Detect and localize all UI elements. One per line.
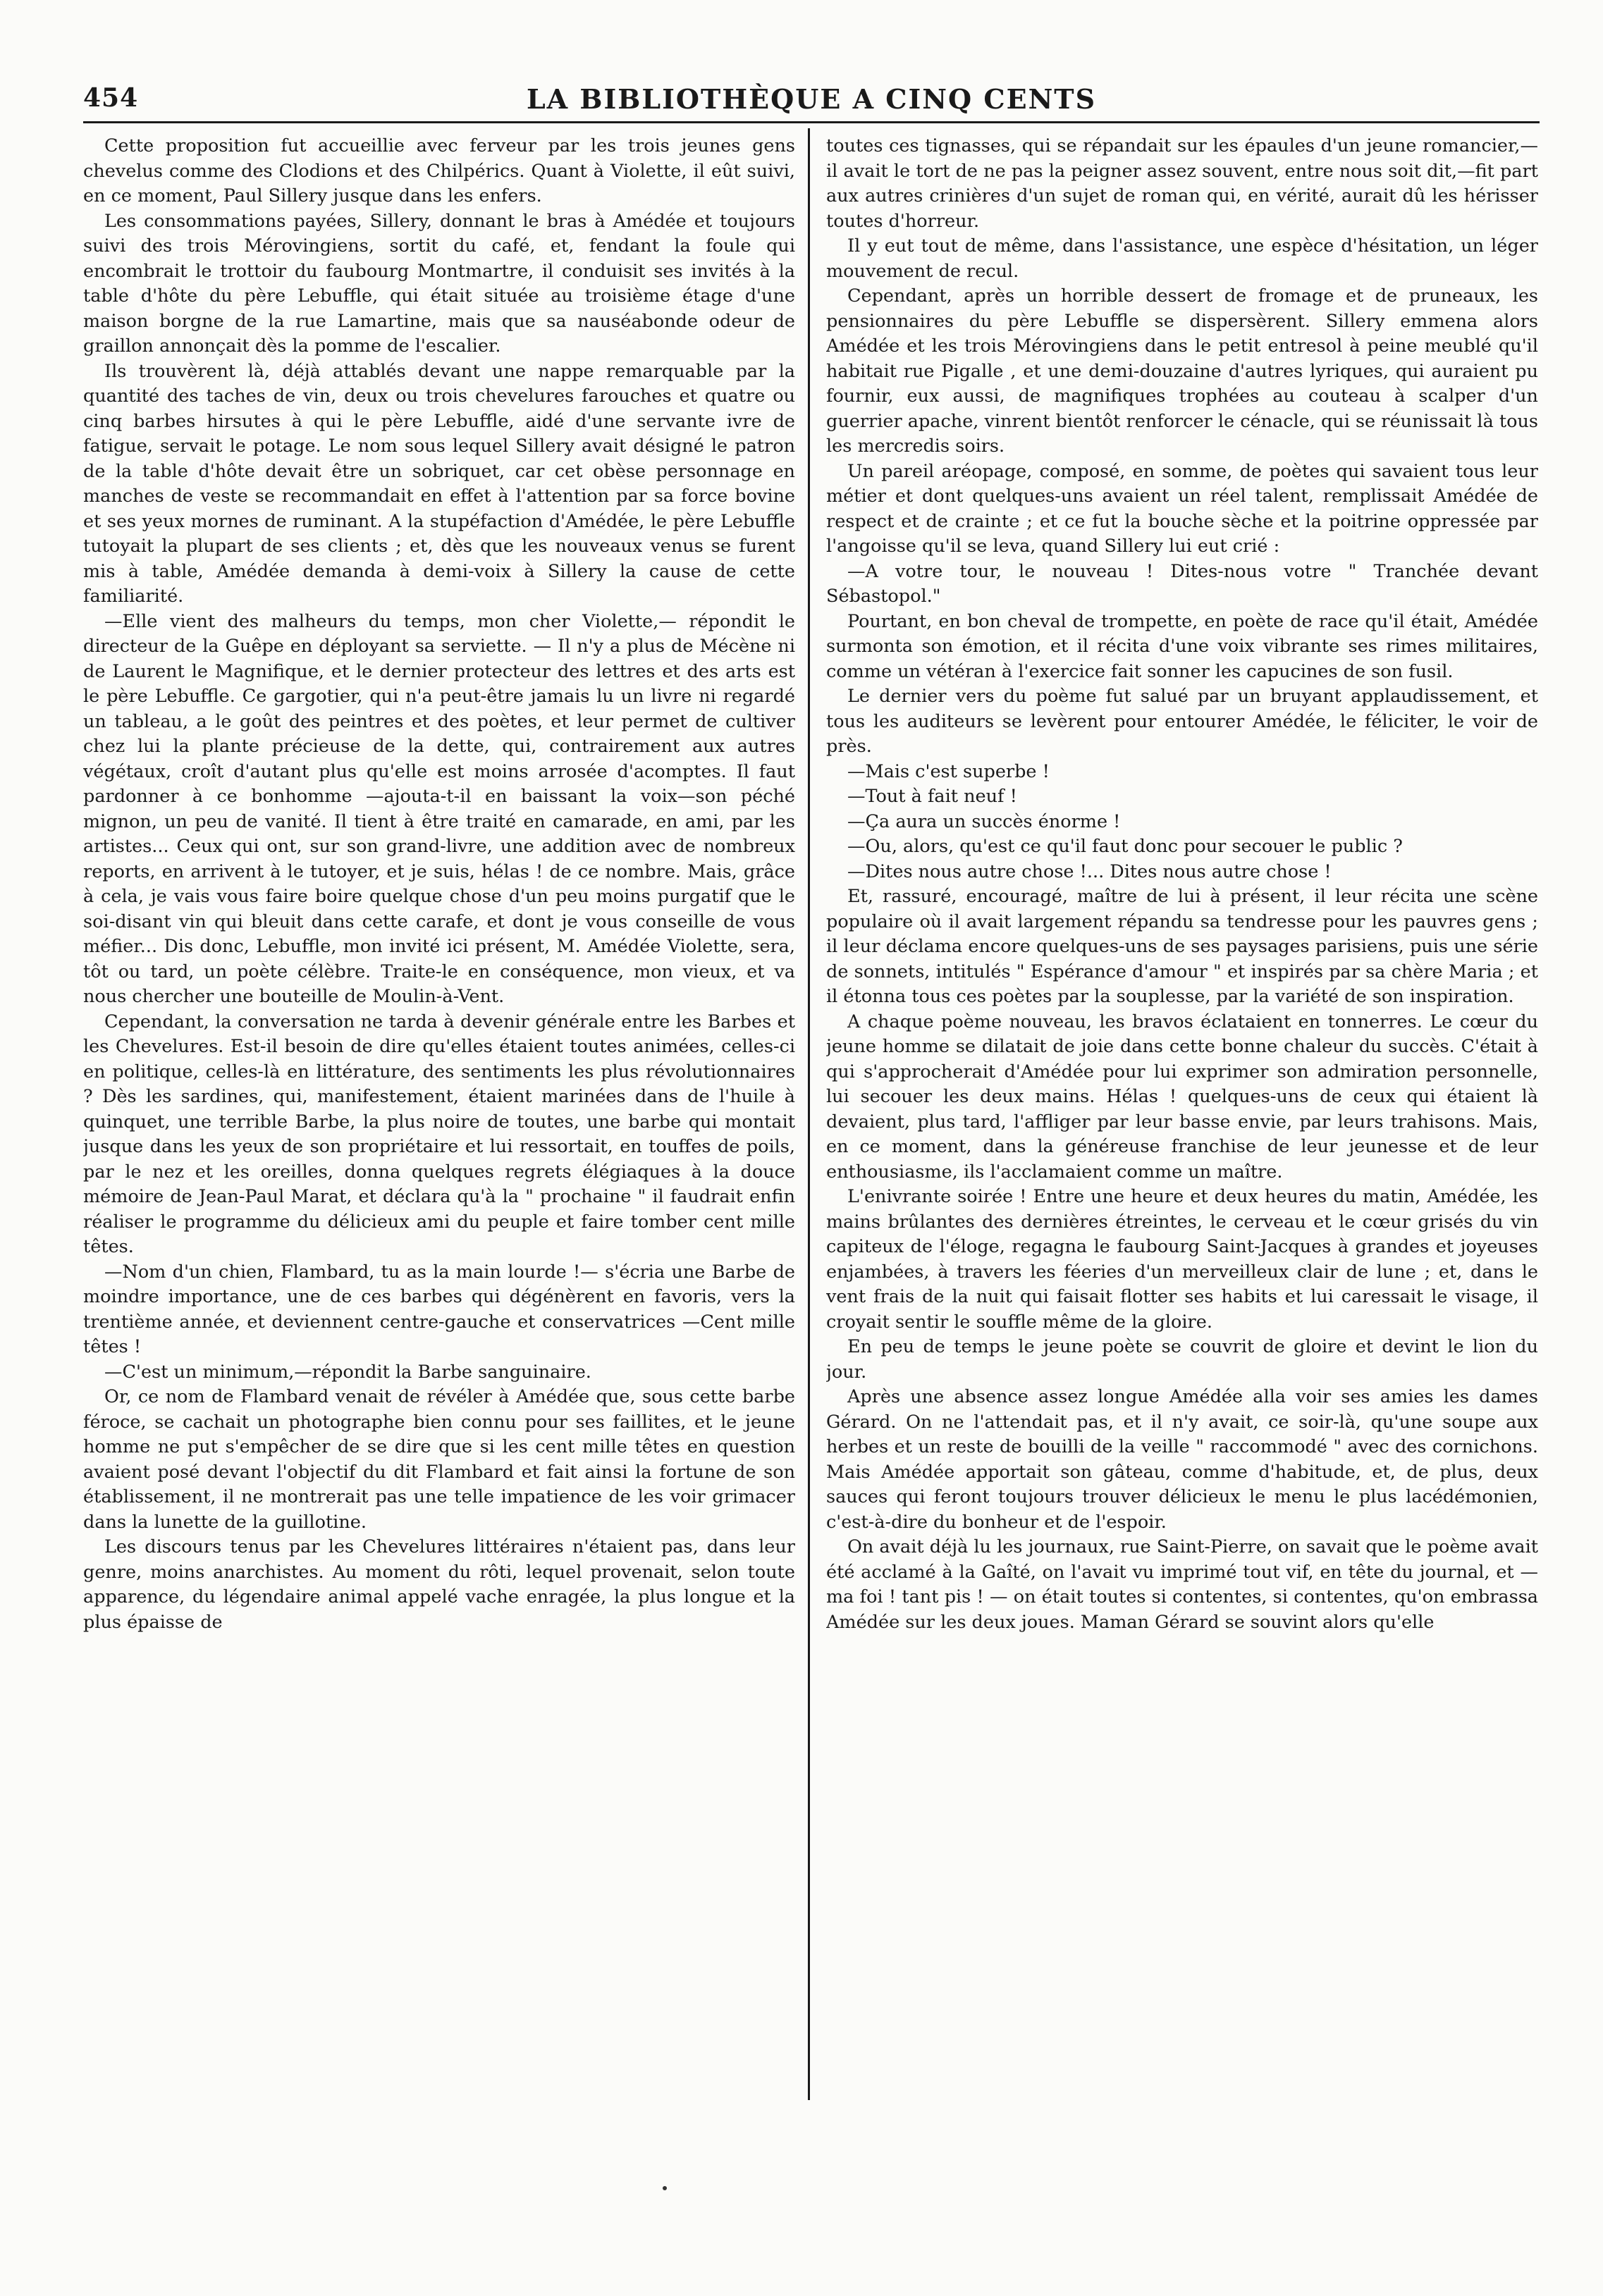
paragraph: Cependant, la conversation ne tarda à devenir générale entre les Barbes et les Chevelures. Est-il besoin de dire qu'elles étaient toutes animées, celles-ci en politique, celles-là en littérature, des sentiments les plus révolutionnaires ? Dès les sardines, qui, manifestement, étaient marinées dans de l'huile à quinquet, une terrible Barbe, la plus noire de toutes, une barbe qui montait jusque dans les yeux de son propriétaire et lui ressortait, en touffes de poils, par le nez et les oreilles, donna quelques regrets élégiaques à la douce mémoire de Jean-Paul Marat, et déclara qu'à la " prochaine " il faudrait enfin réaliser le programme du délicieux ami du peuple et faire tomber cent mille têtes.	[83, 1011, 795, 1257]
paragraph: Et, rassuré, encouragé, maître de lui à présent, il leur récita une scène populaire où il avait largement répandu sa tendresse pour les pauvres gens ; il leur déclama encore quelques-uns de ses paysages parisiens, puis une série de sonnets, intitulés " Espérance d'amour " et inspirés par sa chère Maria ; et il étonna tous ces poètes par la souplesse, par la variété de son inspiration.	[826, 886, 1538, 1007]
page-number: 454	[83, 83, 139, 113]
paragraph: Pourtant, en bon cheval de trompette, en poète de race qu'il était, Amédée surmonta son émotion, et il récita d'une voix vibrante ses rimes militaires, comme un vétéran à l'exercice fait sonner les capucines de son fusil.	[826, 610, 1538, 682]
left-column	[83, 134, 795, 2100]
paragraph: On avait déjà lu les journaux, rue Saint-Pierre, on savait que le poème avait été acclamé à la Gaîté, on l'avait vu imprimé tout vif, en tête du journal, et — ma foi ! tant pis ! — on était toutes si contentes, si contentes, qu'on embrassa Amédée sur les deux joues. Maman Gérard se souvint alors qu'elle	[826, 1536, 1538, 1633]
paragraph: En peu de temps le jeune poète se couvrit de gloire et devint le lion du jour.	[826, 1336, 1538, 1383]
column-divider	[808, 128, 810, 2100]
paragraph: Un pareil aréopage, composé, en somme, de poètes qui savaient tous leur métier et dont quelques-uns avaient un réel talent, remplissait Amédée de respect et de crainte ; et ce fut la bouche sèche et la poitrine oppressée par l'angoisse qu'il se leva, quand Sillery lui eut crié :	[826, 460, 1538, 557]
paragraph: Les consommations payées, Sillery, donnant le bras à Amédée et toujours suivi des trois Mérovingiens, sortit du café, et, fendant la foule qui encombrait le trottoir du faubourg Montmartre, il conduisit ses invités à la table d'hôte du père Lebuffle, qui était située au troisième étage d'une maison borgne de la rue Lamartine, mais que sa nauséabonde odeur de graillon annonçait dès la pomme de l'escalier.	[83, 210, 795, 357]
dialogue-line: —Ça aura un succès énorme !	[847, 810, 1121, 832]
print-speck	[663, 2186, 667, 2190]
paragraph: Après une absence assez longue Amédée alla voir ses amies les dames Gérard. On ne l'attendait pas, et il n'y avait, ce soir-là, qu'une soupe aux herbes et un reste de bouilli de la veille " raccommodé " avec des cornichons. Mais Amédée apportait son gâteau, comme d'habitude, et, de plus, deux sauces qui feront toujours trouver délicieux le menu le plus lacédémonien, c'est-à-dire du bonheur et de l'espoir.	[826, 1386, 1538, 1533]
right-column	[826, 134, 1538, 2100]
paragraph: Ils trouvèrent là, déjà attablés devant une nappe remarquable par la quantité des taches de vin, deux ou trois chevelures farouches et quatre ou cinq barbes hirsutes à qui le père Lebuffle, aidé d'une servante ivre de fatigue, servait le potage. Le nom sous lequel Sillery avait désigné le patron de la table d'hôte devait être un sobriquet, car cet obèse personnage en manches de veste se recommandait en effet à l'attention par sa force bovine et ses yeux mornes de ruminant. A la stupéfaction d'Amédée, le père Lebuffle tutoyait la plupart de ses clients ; et, dès que les nouveaux venus se furent mis à table, Amédée demanda à demi-voix à Sillery la cause de cette familiarité.	[83, 360, 795, 607]
dialogue-line: —Mais c'est superbe !	[847, 760, 1050, 782]
dialogue-line: —Dites nous autre chose !... Dites nous autre chose !	[847, 860, 1332, 882]
paragraph: Le dernier vers du poème fut salué par un bruyant applaudissement, et tous les auditeurs se levèrent pour entourer Amédée, le féliciter, le voir de près.	[826, 686, 1538, 757]
paragraph: —Elle vient des malheurs du temps, mon cher Violette,— répondit le directeur de la Guêpe en déployant sa serviette. — Il n'y a plus de Mécène ni de Laurent le Magnifique, et le dernier protecteur des lettres et des arts est le père Lebuffle. Ce gargotier, qui n'a peut-être jamais lu un livre ni regardé un tableau, a le goût des peintres et des poètes, et leur permet de cultiver chez lui la plante précieuse de la dette, qui, contrairement aux autres végétaux, croît d'autant plus qu'elle est moins arrosée d'acomptes. Il faut pardonner à ce bonhomme —ajouta-t-il en baissant la voix—son péché mignon, un peu de vanité. Il tient à être traité en camarade, en ami, par les artistes... Ceux qui ont, sur son grand-livre, une addition avec de nombreux reports, en arrivent à le tutoyer, et je suis, hélas ! de ce nombre. Mais, grâce à cela, je vais vous faire boire quelque chose d'un peu moins purgatif que le soi-disant vin qui bleuit dans cette carafe, et dont je vous conseille de vous méfier... Dis donc, Lebuffle, mon invité ici présent, M. Amédée Violette, sera, tôt ou tard, un poète célèbre. Traite-le en conséquence, mon vieux, et va nous chercher une bouteille de Moulin-à-Vent.	[83, 610, 795, 1007]
dialogue-line: —Ou, alors, qu'est ce qu'il faut donc pour secouer le public ?	[847, 836, 1403, 857]
paragraph: Les discours tenus par les Chevelures littéraires n'étaient pas, dans leur genre, moins anarchistes. Au moment du rôti, lequel provenait, selon toute apparence, du légendaire animal appelé vache enragée, la plus longue et la plus épaisse de	[83, 1536, 795, 1633]
running-title: LA BIBLIOTHÈQUE A CINQ CENTS	[526, 83, 1097, 115]
paragraph: Cette proposition fut accueillie avec ferveur par les trois jeunes gens chevelus comme des Clodions et des Chilpérics. Quant à Violette, il eût suivi, en ce moment, Paul Sillery jusque dans les enfers.	[83, 135, 795, 206]
paragraph: —A votre tour, le nouveau ! Dites-nous votre " Tranchée devant Sébastopol."	[826, 560, 1538, 607]
paragraph: L'enivrante soirée ! Entre une heure et deux heures du matin, Amédée, les mains brûlantes des dernières étreintes, le cerveau et le cœur grisés du vin capiteux de l'éloge, regagna le faubourg Saint-Jacques à grandes et joyeuses enjambées, à travers les féeries d'un merveilleux clair de lune ; et, dans le vent frais de la nuit qui faisait flotter ses habits et lui caressait le visage, il croyait sentir le souffle même de la gloire.	[826, 1186, 1538, 1333]
paragraph: —Nom d'un chien, Flambard, tu as la main lourde !— s'écria une Barbe de moindre importance, une de ces barbes qui dégénèrent en favoris, vers la trentième année, et deviennent centre-gauche et conservatrices —Cent mille têtes !	[83, 1261, 795, 1357]
paragraph: A chaque poème nouveau, les bravos éclataient en tonnerres. Le cœur du jeune homme se dilatait de joie dans cette bonne chaleur du succès. C'était à qui s'approcherait d'Amédée pour lui exprimer son admiration personnelle, lui secouer les deux mains. Hélas ! quelques-uns de ceux qui étaient là devaient, plus tard, l'affliger par leur basse envie, par leurs trahisons. Mais, en ce moment, dans la généreuse franchise de leur jeunesse et de leur enthousiasme, ils l'acclamaient comme un maître.	[826, 1011, 1538, 1183]
page-header	[83, 83, 1540, 118]
paragraph: Or, ce nom de Flambard venait de révéler à Amédée que, sous cette barbe féroce, se cachait un photographe bien connu pour ses faillites, et le jeune homme ne put s'empêcher de se dire que si les cent mille têtes en question avaient posé devant l'objectif du dit Flambard et fait ainsi la fortune de son établissement, il ne montrerait pas une telle impatience de les voir grimacer dans la lunette de la guillotine.	[83, 1386, 795, 1533]
paragraph: Cependant, après un horrible dessert de fromage et de pruneaux, les pensionnaires du père Lebuffle se dispersèrent. Sillery emmena alors Amédée et les trois Mérovingiens dans le petit entresol à peine meublé qu'il habitait rue Pigalle , et une demi-douzaine d'autres lyriques, qui auraient pu fournir, eux aussi, de magnifiques trophées au couteau à scalper d'un guerrier apache, vinrent bientôt renforcer le cénacle, qui se réunissait là tous les mercredis soirs.	[826, 285, 1538, 457]
paragraph: toutes ces tignasses, qui se répandait sur les épaules d'un jeune romancier,—il avait le tort de ne pas la peigner assez souvent, entre nous soit dit,—fit part aux autres crinières d'un sujet de roman qui, en vérité, aurait dû les hérisser toutes d'horreur.	[826, 135, 1538, 232]
paragraph: —C'est un minimum,—répondit la Barbe sanguinaire.	[104, 1361, 591, 1383]
header-rule	[83, 121, 1540, 123]
dialogue-line: —Tout à fait neuf !	[847, 786, 1017, 807]
paragraph: Il y eut tout de même, dans l'assistance, une espèce d'hésitation, un léger mouvement de recul.	[826, 235, 1538, 282]
